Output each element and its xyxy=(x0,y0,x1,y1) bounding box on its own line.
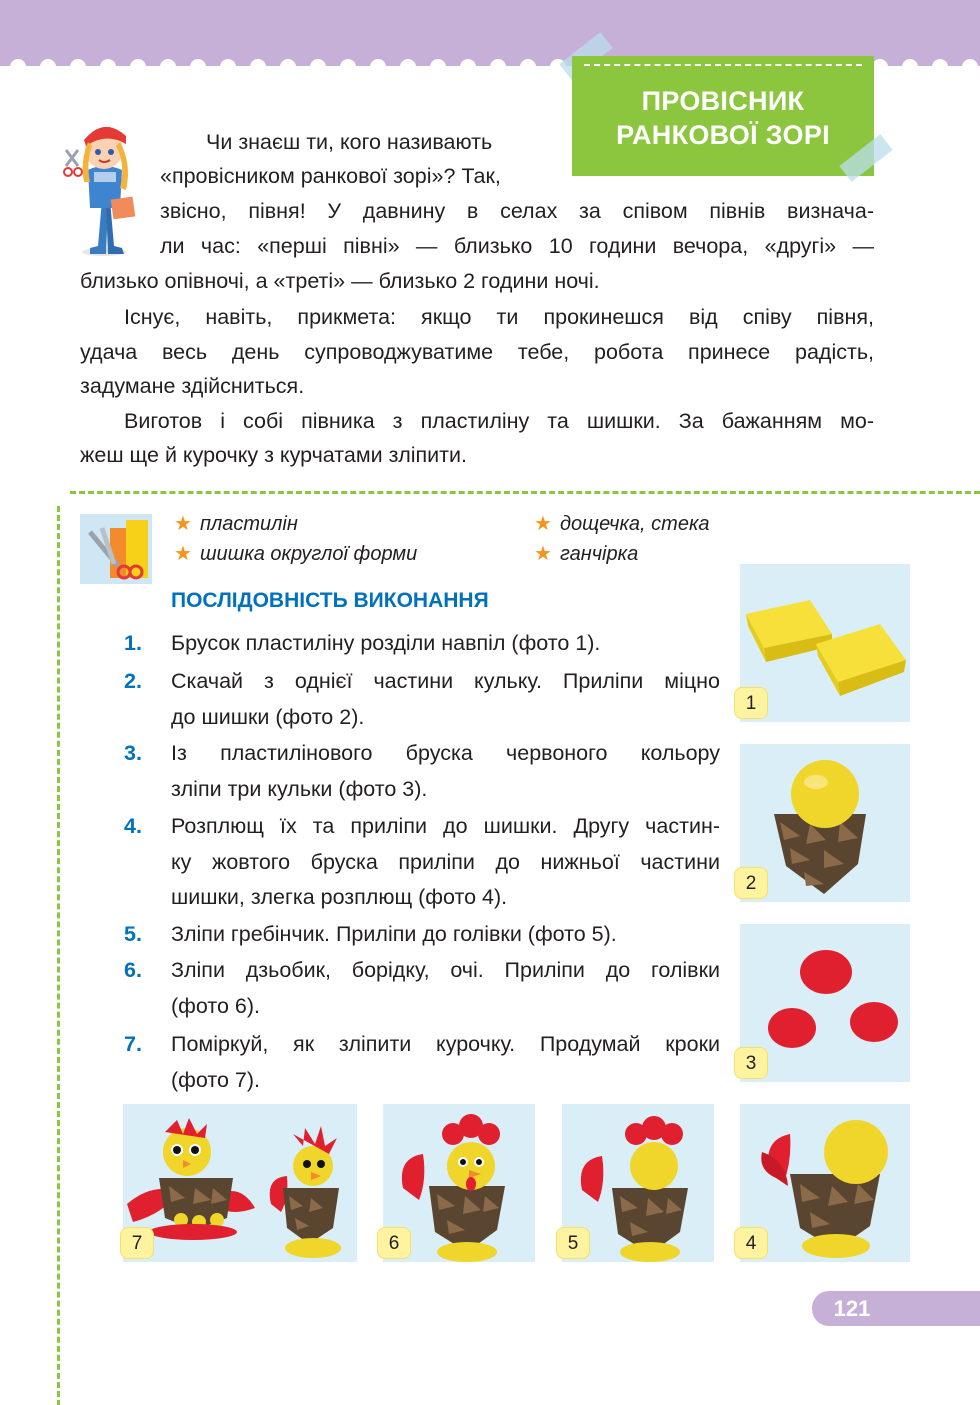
intro-line-1: Чи знаєш ти, кого називають xyxy=(206,130,493,154)
photo-number-badge: 5 xyxy=(556,1227,590,1259)
paragraph-3-line-2: жеш ще й курочку з курчатами зліпити. xyxy=(80,443,467,467)
star-icon: ★ xyxy=(534,513,552,535)
step-number: 2. xyxy=(124,669,142,693)
step-number: 3. xyxy=(124,741,142,765)
step-line: (фото 7). xyxy=(171,1067,260,1092)
step-number: 1. xyxy=(124,631,142,655)
page-title-line-1: ПРОВІСНИК xyxy=(641,86,805,116)
step-number: 6. xyxy=(124,958,142,982)
step-text xyxy=(171,736,720,807)
paragraph-3-line-1: Виготов і собі півника з пластиліну та шишки. За бажанням мо- xyxy=(124,409,874,433)
star-icon: ★ xyxy=(534,543,552,565)
step-text xyxy=(171,953,720,1024)
photo-number-badge: 3 xyxy=(734,1047,768,1079)
material-item xyxy=(174,511,298,536)
photo-number-badge: 7 xyxy=(120,1227,154,1259)
intro-line-5: близько опівночі, а «треті» — близько 2 години ночі. xyxy=(80,269,600,293)
step-text xyxy=(171,664,720,735)
step-line: Зліпи дзьобик, борідку, очі. Приліпи до голівки xyxy=(171,958,720,982)
intro-line-3: звісно, півня! У давнину в селах за співом півнів визнача- xyxy=(160,199,874,223)
sequence-title: ПОСЛІДОВНІСТЬ ВИКОНАННЯ xyxy=(171,589,489,612)
step-line: до шишки (фото 2). xyxy=(171,704,365,729)
paragraph-2-line-1: Існує, навіть, прикмета: якщо ти прокинешся від співу півня, xyxy=(124,305,874,329)
title-card xyxy=(572,56,874,176)
step-text xyxy=(171,809,720,916)
paragraph-2-line-2: удача весь день супроводжуватиме тебе, робота принесе радість, xyxy=(80,340,874,364)
material-label: шишка округлої форми xyxy=(199,543,418,565)
step-line: Зліпи гребінчик. Приліпи до голівки (фото 5). xyxy=(171,922,617,946)
photo-number-badge: 2 xyxy=(734,867,768,899)
materials-icon xyxy=(80,514,152,584)
step-line: Із пластилінового бруска червоного кольору xyxy=(171,741,720,765)
step-text xyxy=(171,1027,720,1098)
girl-illustration xyxy=(62,112,146,258)
intro-line-4: ли час: «перші півні» — близько 10 години вечора, «другі» — xyxy=(160,234,874,258)
section-dashed-border-left xyxy=(57,506,60,1405)
step-number: 5. xyxy=(124,922,142,946)
material-item xyxy=(534,511,710,536)
material-label: ганчірка xyxy=(559,543,639,565)
photo-number-badge: 6 xyxy=(377,1227,411,1259)
step-number: 4. xyxy=(124,814,142,838)
photo-number-badge: 1 xyxy=(734,687,768,719)
photo-number-badge: 4 xyxy=(734,1227,768,1259)
star-icon: ★ xyxy=(174,513,192,535)
step-line: Поміркуй, як зліпити курочку. Продумай кроки xyxy=(171,1032,720,1056)
photo-7 xyxy=(123,1104,357,1262)
paragraph-2-line-3: задумане здійсниться. xyxy=(80,374,305,398)
intro-line-2: «провісником ранкової зорі»? Так, xyxy=(160,164,501,188)
step-number: 7. xyxy=(124,1032,142,1056)
step-text xyxy=(171,626,720,662)
hen-and-rooster-image xyxy=(123,1104,357,1262)
material-label: дощечка, стека xyxy=(559,513,710,535)
step-line: шишки, злегка розплющ (фото 4). xyxy=(171,885,508,909)
title-dashed-line xyxy=(584,64,862,66)
step-line: Розплющ їх та приліпи до шишки. Другу частин- xyxy=(171,814,720,838)
material-item xyxy=(534,541,638,566)
page-title-line-2: РАНКОВОЇ ЗОРІ xyxy=(616,120,830,150)
step-line: зліпи три кульки (фото 3). xyxy=(171,776,428,801)
step-text xyxy=(171,917,720,953)
step-line: (фото 6). xyxy=(171,993,260,1018)
step-line: Брусок пластиліну розділи навпіл (фото 1). xyxy=(171,631,601,655)
material-label: пластилін xyxy=(199,513,298,535)
step-line: ку жовтого бруска приліпи до нижньої частини xyxy=(171,849,720,874)
material-item xyxy=(174,541,417,566)
star-icon: ★ xyxy=(174,543,192,565)
step-line: Скачай з однієї частини кульку. Приліпи міцно xyxy=(171,669,720,693)
section-dashed-border-top xyxy=(70,491,980,494)
page-number: 121 xyxy=(833,1296,871,1321)
